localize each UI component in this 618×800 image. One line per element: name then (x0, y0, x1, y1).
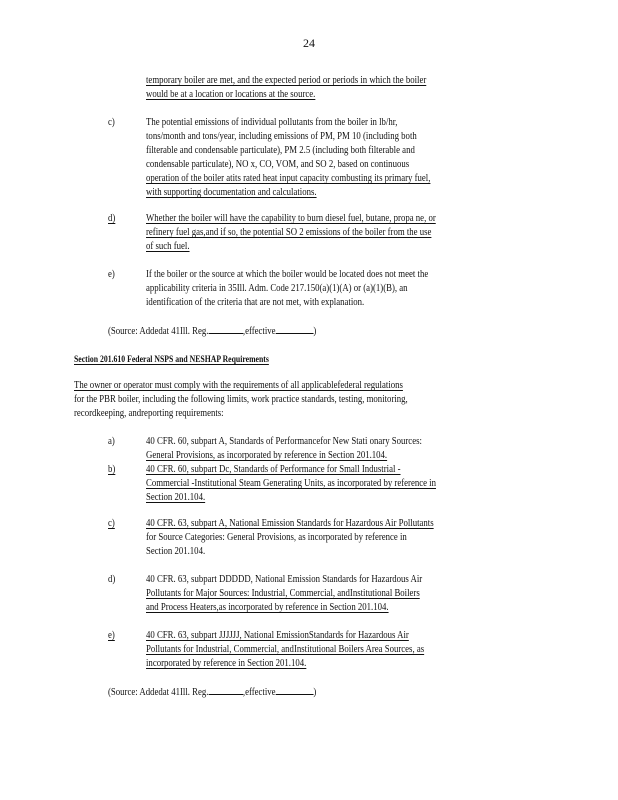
source-note (108, 324, 316, 338)
reg-d-line: Pollutants for Major Sources: Industrial, Commercial, andInstitutional Boilers (146, 588, 420, 599)
source-note-suffix: ) (313, 687, 317, 698)
item-c-line: with supporting documentation and calculations. (146, 187, 317, 198)
source-note-prefix: (Source: Addedat 41Ill. Reg. (108, 326, 209, 337)
source-note-effective: ,effective (242, 687, 276, 698)
item-e-line: If the boiler or the source at which the boiler would be located does not meet the (146, 269, 429, 280)
reg-b-line: Section 201.104. (146, 492, 206, 503)
reg-c-label: c) (108, 518, 115, 529)
reg-e-line: Pollutants for Industrial, Commercial, andInstitutional Boilers Area Sources, as (146, 644, 425, 655)
reg-b-line: Commercial -Institutional Steam Generating Units, as incorporated by reference in (146, 478, 437, 489)
reg-c-line: for Source Categories: General Provisions, as incorporated by reference in (146, 532, 407, 543)
reg-e-label: e) (108, 630, 115, 641)
reg-e-line: 40 CFR. 63, subpart JJJJJJ, National EmissionStandards for Hazardous Air (146, 630, 409, 641)
reg-b-line: 40 CFR. 60, subpart Dc, Standards of Performance for Small Industrial - (146, 464, 401, 475)
reg-d-line: and Process Heaters,as incorporated by reference in Section 201.104. (146, 602, 389, 613)
intro-line: for the PBR boiler, including the following limits, work practice standards, testing, monitoring, (74, 394, 408, 405)
reg-e-line: incorporated by reference in Section 201.104. (146, 658, 307, 669)
intro-line: recordkeeping, andreporting requirements: (74, 408, 224, 419)
reg-a-line: 40 CFR. 60, subpart A, Standards of Performancefor New Stati onary Sources: (146, 436, 422, 447)
item-c-line: operation of the boiler atits rated heat input capacity combusting its primary fuel, (146, 173, 431, 184)
reg-a-label: a) (108, 436, 115, 447)
item-c-line: The potential emissions of individual pollutants from the boiler in lb/hr, (146, 117, 398, 128)
reg-blank (208, 324, 242, 334)
item-c-line: tons/month and tons/year, including emissions of PM, PM 10 (including both (146, 131, 417, 142)
effective-blank (276, 324, 314, 334)
item-c-label: c) (108, 117, 115, 128)
section-heading: Section 201.610 Federal NSPS and NESHAP Requirements (74, 354, 269, 364)
effective-blank (276, 685, 314, 695)
reg-blank (208, 685, 242, 695)
intro-line: The owner or operator must comply with the requirements of all applicablefederal regulations (74, 380, 403, 391)
reg-c-line: Section 201.104. (146, 546, 206, 557)
item-e-line: identification of the criteria that are not met, with explanation. (146, 297, 365, 308)
reg-b-label: b) (108, 464, 116, 475)
reg-d-label: d) (108, 574, 116, 585)
item-c-line: filterable and condensable particulate), PM 2.5 (including both filterable and (146, 145, 415, 156)
item-d-line: Whether the boiler will have the capability to burn diesel fuel, butane, propa ne, or (146, 213, 436, 224)
item-e-label: e) (108, 269, 115, 280)
source-note-suffix: ) (313, 326, 317, 337)
source-note-effective: ,effective (242, 326, 276, 337)
item-d-line: of such fuel. (146, 241, 190, 252)
item-c-line: condensable particulate), NO x, CO, VOM, and SO 2, based on continuous (146, 159, 410, 170)
continuation-line: temporary boiler are met, and the expected period or periods in which the boiler (146, 75, 427, 86)
item-e-line: applicability criteria in 35Ill. Adm. Code 217.150(a)(1)(A) or (a)(1)(B), an (146, 283, 408, 294)
page-number: 24 (303, 36, 315, 50)
source-note-prefix: (Source: Addedat 41Ill. Reg. (108, 687, 209, 698)
reg-c-line: 40 CFR. 63, subpart A, National Emission Standards for Hazardous Air Pollutants (146, 518, 434, 529)
continuation-line: would be at a location or locations at the source. (146, 89, 316, 100)
reg-a-line: General Provisions, as incorporated by reference in Section 201.104. (146, 450, 388, 461)
item-d-line: refinery fuel gas,and if so, the potential SO 2 emissions of the boiler from the use (146, 227, 432, 238)
item-d-label: d) (108, 213, 116, 224)
source-note (108, 685, 316, 699)
reg-d-line: 40 CFR. 63, subpart DDDDD, National Emission Standards for Hazardous Air (146, 574, 423, 585)
